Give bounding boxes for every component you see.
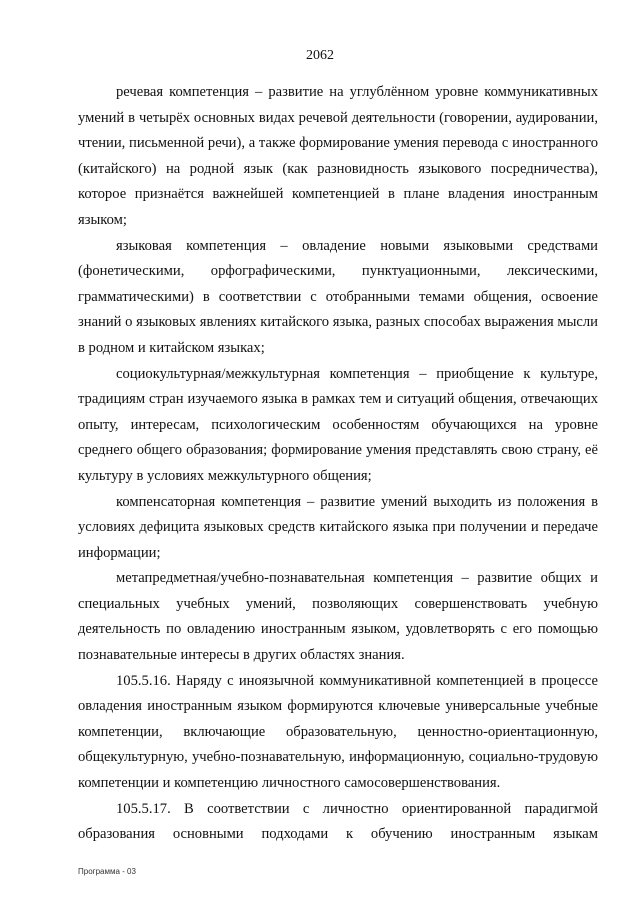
page-number: 2062 <box>306 48 334 63</box>
paragraph-speech-competence: речевая компетенция – развитие на углублённом уровне коммуникативных умений в четырёх основных видах речевой деятельности (говорении, аудировании, чтении, письменной речи), а также формирование умения перевода с иностранного (китайского) на родной язык (как разновидность языкового посредничества), которое признаётся важнейшей компетенцией в плане владения иностранным языком; <box>78 84 598 228</box>
paragraph-105-5-16: 105.5.16. Наряду с иноязычной коммуникативной компетенцией в процессе овладения иностранным языком формируются ключевые универсальные учебные компетенции, включающие образовательную, ценностно-ориентационную, общекультурную, учебно-познавательную, информационную, социально-трудовую компетенции и компетенцию личностного самосовершенствования. <box>78 672 598 792</box>
footer-note: Программа - 03 <box>78 867 136 876</box>
paragraph-metasubject-competence: метапредметная/учебно-познавательная компетенция – развитие общих и специальных учебных умений, позволяющих совершенствовать учебную деятельность по овладению иностранным языком, удовлетворять с его помощью познавательные интересы в других областях знания. <box>78 570 598 664</box>
paragraph-compensatory-competence: компенсаторная компетенция – развитие умений выходить из положения в условиях дефицита языковых средств китайского языка при получении и передаче информации; <box>78 493 598 561</box>
document-body <box>78 80 598 848</box>
paragraph-language-competence: языковая компетенция – овладение новыми языковыми средствами (фонетическими, орфографическими, пунктуационными, лексическими, грамматическими) в соответствии с отобранными темами общения, освоение знаний о языковых явлениях китайского языка, разных способах выражения мысли в родном и китайском языках; <box>78 237 598 356</box>
paragraph-105-5-17: 105.5.17. В соответствии с личностно ориентированной парадигмой образования основными подходами к обучению иностранным языкам <box>78 800 598 843</box>
paragraph-sociocultural-competence: социокультурная/межкультурная компетенция – приобщение к культуре, традициям стран изучаемого языка в рамках тем и ситуаций общения, отвечающих опыту, интересам, психологическим особенностям обучающихся на уровне среднего общего образования; формирование умения представлять свою страну, её культуру в условиях межкультурного общения; <box>78 365 598 484</box>
